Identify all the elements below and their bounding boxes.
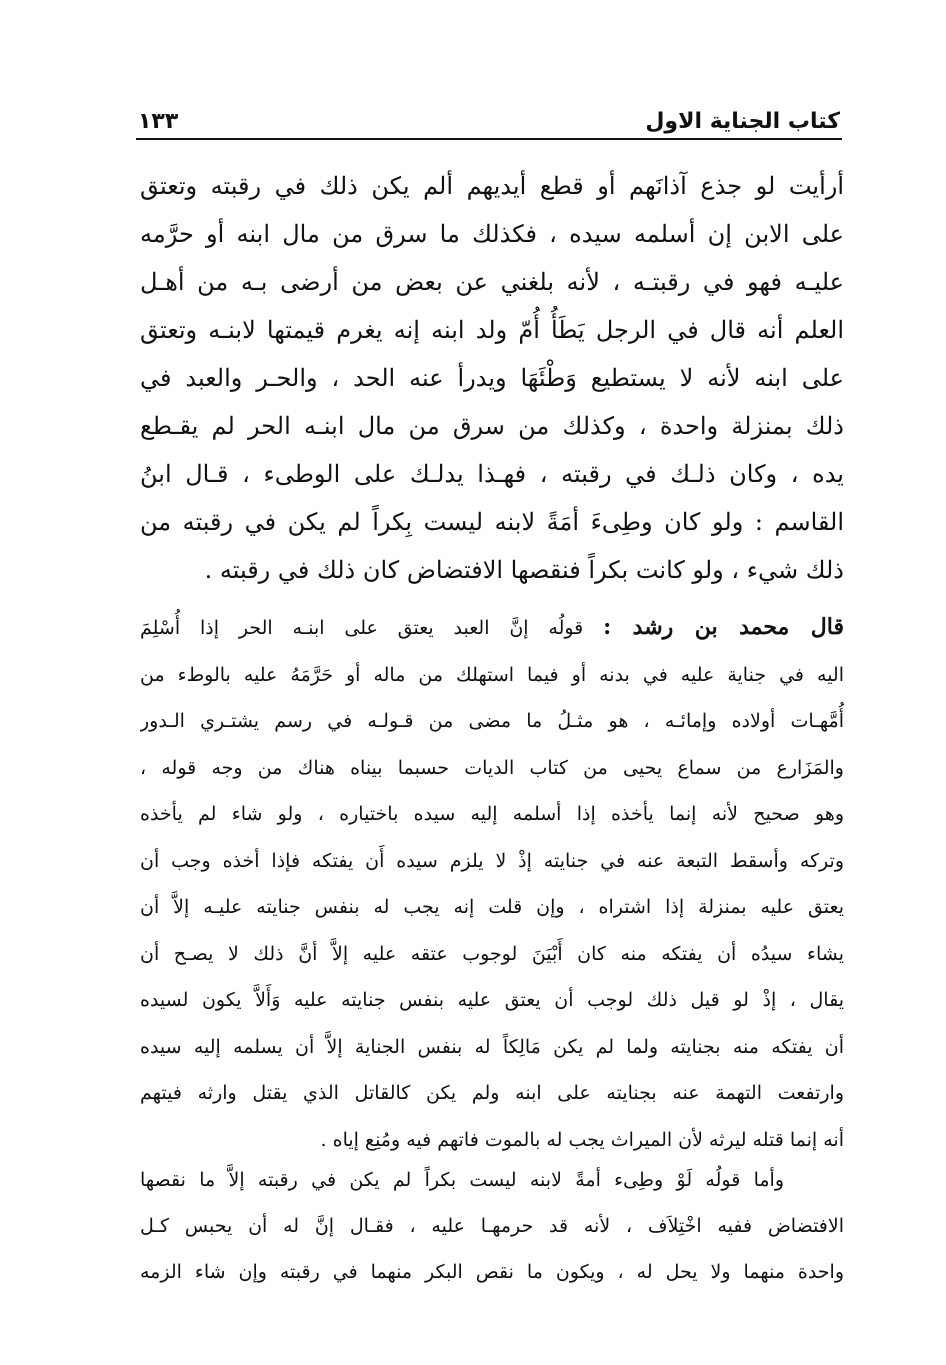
commentary-line: يشاء سيدُه أن يفتكه منه كان أَبْيَنَ لوجوب عتقه عليه إلاَّ أنَّ ذلك لا يصـح أن — [140, 942, 844, 965]
commentary-speaker: قال محمد بن رشد : — [603, 614, 844, 640]
main-text-line: القاسم : ولو كان وطِىءَ أمَةً لابنه ليست بِكراً لم يكن في رقبته من — [140, 508, 844, 536]
main-text-line: أرأيت لو جذع آذانَهم أو قطع أيديهم ألم يكن ذلك في رقبته وتعتق — [140, 172, 844, 200]
commentary2-line: واحدة منهما ولا يحل له ، ويكون ما نقص البكر منهما في رقبته وإن شاء الزمه — [140, 1261, 844, 1283]
commentary-second-paragraph — [140, 1157, 844, 1295]
commentary — [140, 604, 844, 1163]
commentary-line: يعتق عليه بمنزلة إذا اشتراه ، وإن قلت إنه يجب له بنفس جنايته عليـه إلاَّ أن — [140, 896, 844, 918]
main-text-line: على ابنه لأنه لا يستطيع وَطْئَهَا ويدرأ عنه الحد ، والحـر والعبد في — [140, 364, 844, 392]
header-rule — [136, 138, 842, 140]
commentary-line: أُمَّهـات أولاده وإمائـه ، هو مثـلُ ما مضى من قـولـه في رسم يشتـري الـدور — [140, 710, 844, 732]
commentary-line: وتركه وأسقط التبعة عنه في جنايته إذْ لا يلزم سيده أَن يفتكه فإذا أخذه وجب أن — [140, 849, 844, 872]
commentary2-line: وأما قولُه لَوْ وطِىء أمةً لابنه ليست بكراً لم يكن في رقبته إلاَّ ما نقصها — [140, 1169, 784, 1191]
main-text-line: ذلك شيء ، ولو كانت بكراً فنقصها الافتضاض كان ذلك في رقبته . — [204, 556, 844, 584]
commentary-first-line — [140, 604, 844, 652]
commentary-line: يقال ، إذْ لو قيل ذلك لوجب أن يعتق عليه بنفس جنايته عليه وَأَلاَّ يكون لسيده — [140, 989, 844, 1011]
main-text-line: عليـه فهو في رقبتـه ، لأنه بلغني عن بعض من أرضى بـه من أهـل — [140, 268, 844, 296]
main-text-line: العلم أنه قال في الرجل يَطَأُ أُمّ ولد ابنه إنه يغرم قيمتها لابنـه وتعتق — [140, 316, 844, 344]
page-number: ١٣٣ — [138, 109, 179, 134]
main-text-line: على الابن إن أسلمه سيده ، فكذلك ما سرق من مال ابنه أو حرَّمه — [140, 220, 844, 248]
running-title: كتاب الجناية الاول — [645, 109, 840, 134]
commentary-line: أنه إنما قتله ليرثه لأن الميراث يجب له بالموت فاتهم فيه ومُنِع إياه . — [320, 1128, 844, 1151]
main-text-line: يده ، وكان ذلـك في رقبته ، فهـذا يدلـك على الوطىء ، قـال ابنُ — [140, 460, 844, 488]
commentary-line: والمَزَارع من سماع يحيى من كتاب الديات حسبما بيناه هناك من وجه قوله ، — [140, 756, 844, 779]
page-header — [138, 94, 840, 134]
main-text-line: ذلك بمنزلة واحدة ، وكذلك من سرق من مال ابنـه الحر لم يقـطع — [140, 412, 844, 440]
commentary-line: وارتفعت التهمة عنه بجنايته على ابنه ولم يكن كالقاتل الذي يقتل وارثه فيتهم — [140, 1082, 844, 1104]
commentary-line: أن يفتكه منه بجنايته ولما لم يكن مَالِكاً له بنفس الجناية إلاَّ أن يسلمه إليه سيده — [140, 1035, 844, 1058]
commentary-line: اليه في جناية عليه في بدنه أو فيما استهلك من ماله أو حَرَّمَهُ عليه بالوطء من — [140, 663, 844, 686]
commentary-first-line-text: قولُه إنَّ العبد يعتق على ابنـه الحر إذا أُسْلِمَ — [140, 617, 584, 639]
main-text — [140, 162, 844, 594]
commentary2-line: الافتضاض ففيه اخْتِلاَف ، لأنه قد حرمهـا عليه ، فقـال إنَّ له أن يحبس كـل — [140, 1215, 844, 1237]
commentary-line: وهو صحيح لأنه إنما يأخذه إذا أسلمه إليه سيده باختياره ، ولو شاء لم يأخذه — [140, 803, 844, 825]
